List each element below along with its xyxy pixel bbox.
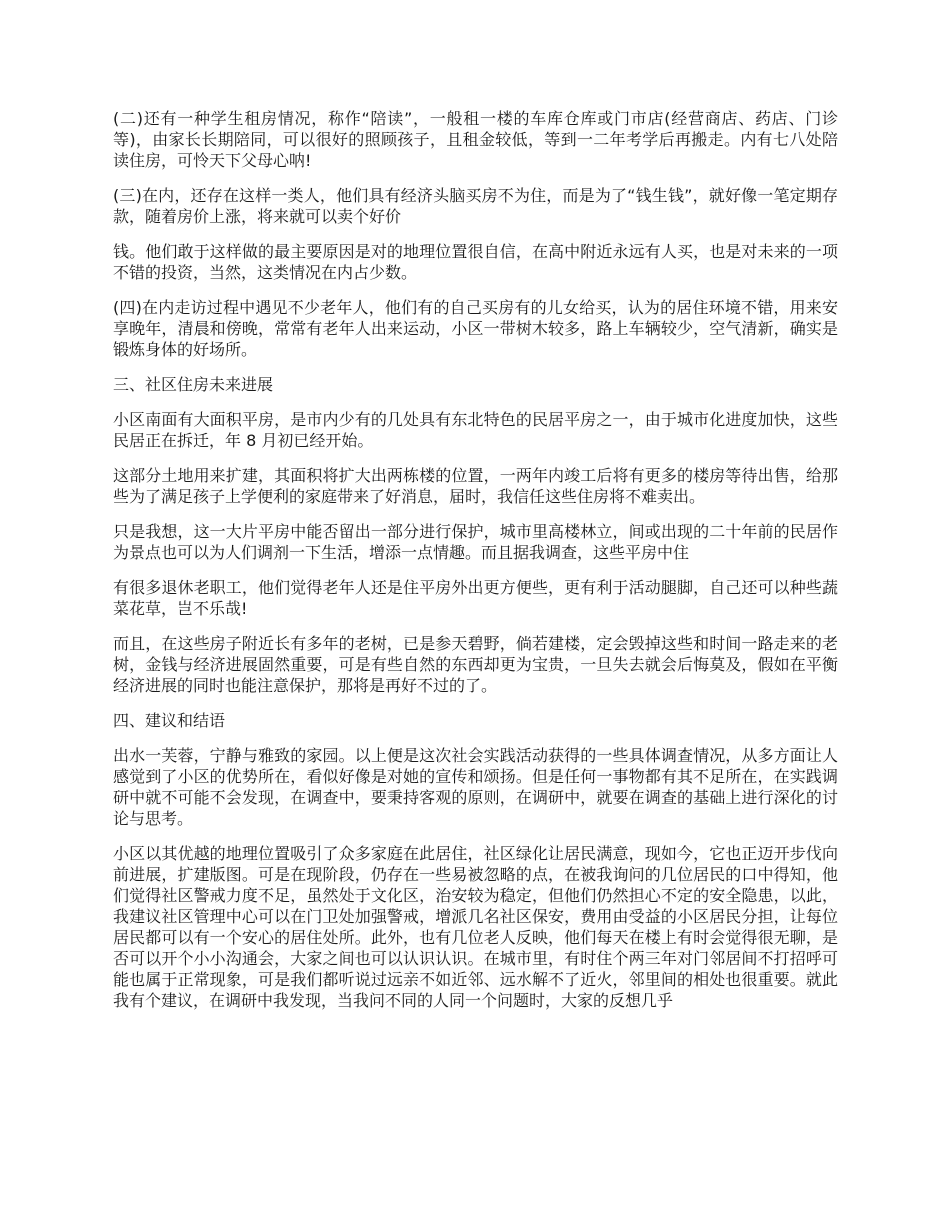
paragraph-retired-workers: 有很多退休老职工，他们觉得老年人还是住平房外出更方便些，更有利于活动腿脚，自己还可以种些蔬菜花草，岂不乐哉! — [113, 578, 838, 618]
section-heading-future-development: 三、社区住房未来进展 — [113, 375, 274, 394]
paragraph-investment-reasons: 钱。他们敢于这样做的最主要原因是对的地理位置很自信，在高中附近永远有人买，也是对未来的一项不错的投资，当然，这类情况在内占少数。 — [113, 242, 838, 282]
paragraph-investment-buyers: (三)在内，还存在这样一类人，他们具有经济头脑买房不为住，而是为了“钱生钱”，就好像一笔定期存款，随着房价上涨，将来就可以卖个好价 — [113, 186, 838, 226]
section-heading-suggestions-conclusion: 四、建议和结语 — [113, 711, 226, 730]
paragraph-renting-for-study: (二)还有一种学生租房情况，称作“陪读”，一般租一楼的车库仓库或门市店(经营商店、药店、门诊等)，由家长长期陪同，可以很好的照顾孩子，且租金较低，等到一二年考学后再搬走。内有七八处陪读住房，可怜天下父母心呐! — [113, 109, 838, 170]
paragraph-suggestions: 小区以其优越的地理位置吸引了众多家庭在此居住，社区绿化让居民满意，现如今，它也正迈开步伐向前进展，扩建版图。可是在现阶段，仍存在一些易被忽略的点，在被我询问的几位居民的口中得知，他们觉得社区警戒力度不足，虽然处于文化区，治安较为稳定，但他们仍然担心不定的安全隐患，以此，我建议社区管理中心可以在门卫处加强警戒，增派几名社区保安，费用由受益的小区居民分担，让每位居民都可以有一个安心的居住处所。此外，也有几位老人反映，他们每天在楼上有时会觉得很无聊，是否可以开个小小沟通会，大家之间也可以认识认识。在城市里，有时住个两三年对门邻居间不打招呼可能也属于正常现象，可是我们都听说过远亲不如近邻、远水解不了近火，邻里间的相处也很重要。就此我有个建议，在调研中我发现，当我问不同的人同一个问题时，大家的反想几乎 — [113, 844, 838, 1010]
paragraph-bungalow-demolition: 小区南面有大面积平房，是市内少有的几处具有东北特色的民居平房之一，由于城市化进度加快，这些民居正在拆迁，年 8 月初已经开始。 — [113, 410, 838, 450]
paragraph-elderly-residents: (四)在内走访过程中遇见不少老年人，他们有的自己买房有的儿女给买，认为的居住环境不错，用来安享晚年，清晨和傍晚，常常有老年人出来运动，小区一带树木较多，路上车辆较少，空气清新，确实是锻炼身体的好场所。 — [113, 298, 838, 359]
paragraph-summary: 出水一芙蓉，宁静与雅致的家园。以上便是这次社会实践活动获得的一些具体调查情况，从多方面让人感觉到了小区的优势所在，看似好像是对她的宣传和颂扬。但是任何一事物都有其不足所在，在实践调研中就不可能不会发现，在调查中，要秉持客观的原则，在调研中，就要在调查的基础上进行深化的讨论与思考。 — [113, 746, 838, 828]
paragraph-expansion: 这部分土地用来扩建，其面积将扩大出两栋楼的位置，一两年内竣工后将有更多的楼房等待出售，给那些为了满足孩子上学便利的家庭带来了好消息，届时，我信任这些住房将不难卖出。 — [113, 466, 838, 506]
document-body — [113, 108, 838, 1011]
paragraph-old-trees: 而且，在这些房子附近长有多年的老树，已是参天碧野，倘若建楼，定会毁掉这些和时间一路走来的老树，金钱与经济进展固然重要，可是有些自然的东西却更为宝贵，一旦失去就会后悔莫及，假如在平衡经济进展的同时也能注意保护，那将是再好不过的了。 — [113, 634, 838, 695]
paragraph-preservation-wish: 只是我想，这一大片平房中能否留出一部分进行保护，城市里高楼林立，间或出现的二十年前的民居作为景点也可以为人们调剂一下生活，增添一点情趣。而且据我调查，这些平房中住 — [113, 522, 838, 562]
